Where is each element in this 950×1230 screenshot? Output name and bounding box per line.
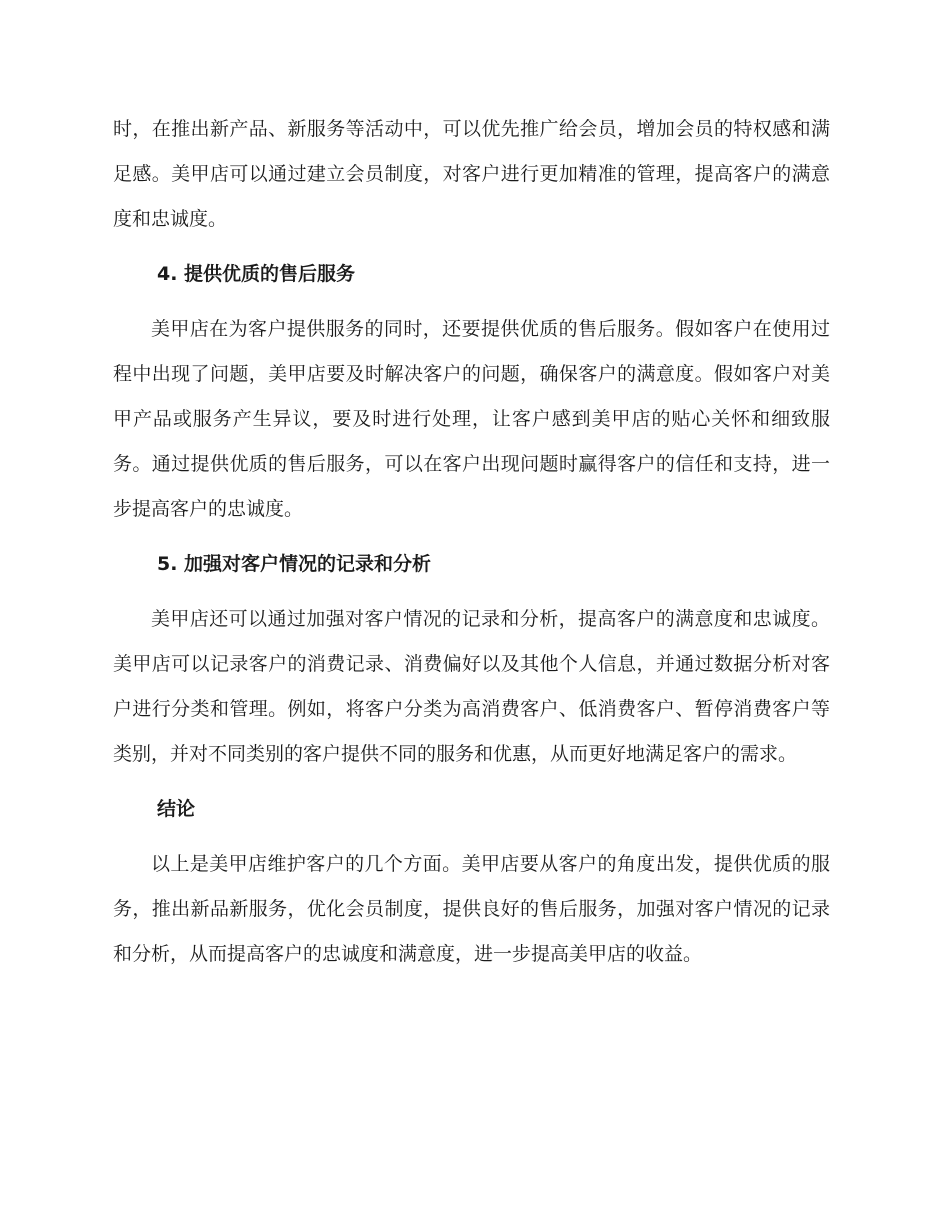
spacer	[113, 832, 830, 842]
spacer	[113, 587, 830, 597]
paragraph-customer-records: 美甲店还可以通过加强对客户情况的记录和分析，提高客户的满意度和忠诚度。美甲店可以记录客户的消费记录、消费偏好以及其他个人信息，并通过数据分析对客户进行分类和管理。例如，将客户分类为高消费客户、低消费客户、暂停消费客户等类别，并对不同类别的客户提供不同的服务和优惠，从而更好地满足客户的需求。	[113, 608, 830, 765]
section-heading-4: 4. 提供优质的售后服务	[157, 263, 356, 285]
section-heading-5: 5. 加强对客户情况的记录和分析	[157, 553, 432, 575]
paragraph-conclusion: 以上是美甲店维护客户的几个方面。美甲店要从客户的角度出发，提供优质的服务，推出新品新服务，优化会员制度，提供良好的售后服务，加强对客户情况的记录和分析，从而提高客户的忠诚度和满意度，进一步提高美甲店的收益。	[113, 853, 830, 965]
document-page	[113, 107, 830, 977]
paragraph-after-sales: 美甲店在为客户提供服务的同时，还要提供优质的售后服务。假如客户在使用过程中出现了问题，美甲店要及时解决客户的问题，确保客户的满意度。假如客户对美甲产品或服务产生异议，要及时进行处理，让客户感到美甲店的贴心关怀和细致服务。通过提供优质的售后服务，可以在客户出现问题时赢得客户的信任和支持，进一步提高客户的忠诚度。	[113, 318, 830, 520]
paragraph-intro-continued: 时，在推出新产品、新服务等活动中，可以优先推广给会员，增加会员的特权感和满足感。美甲店可以通过建立会员制度，对客户进行更加精准的管理，提高客户的满意度和忠诚度。	[113, 118, 830, 230]
spacer	[113, 777, 830, 787]
spacer	[113, 532, 830, 542]
section-heading-conclusion: 结论	[157, 798, 196, 820]
spacer	[113, 297, 830, 307]
spacer	[113, 242, 830, 252]
